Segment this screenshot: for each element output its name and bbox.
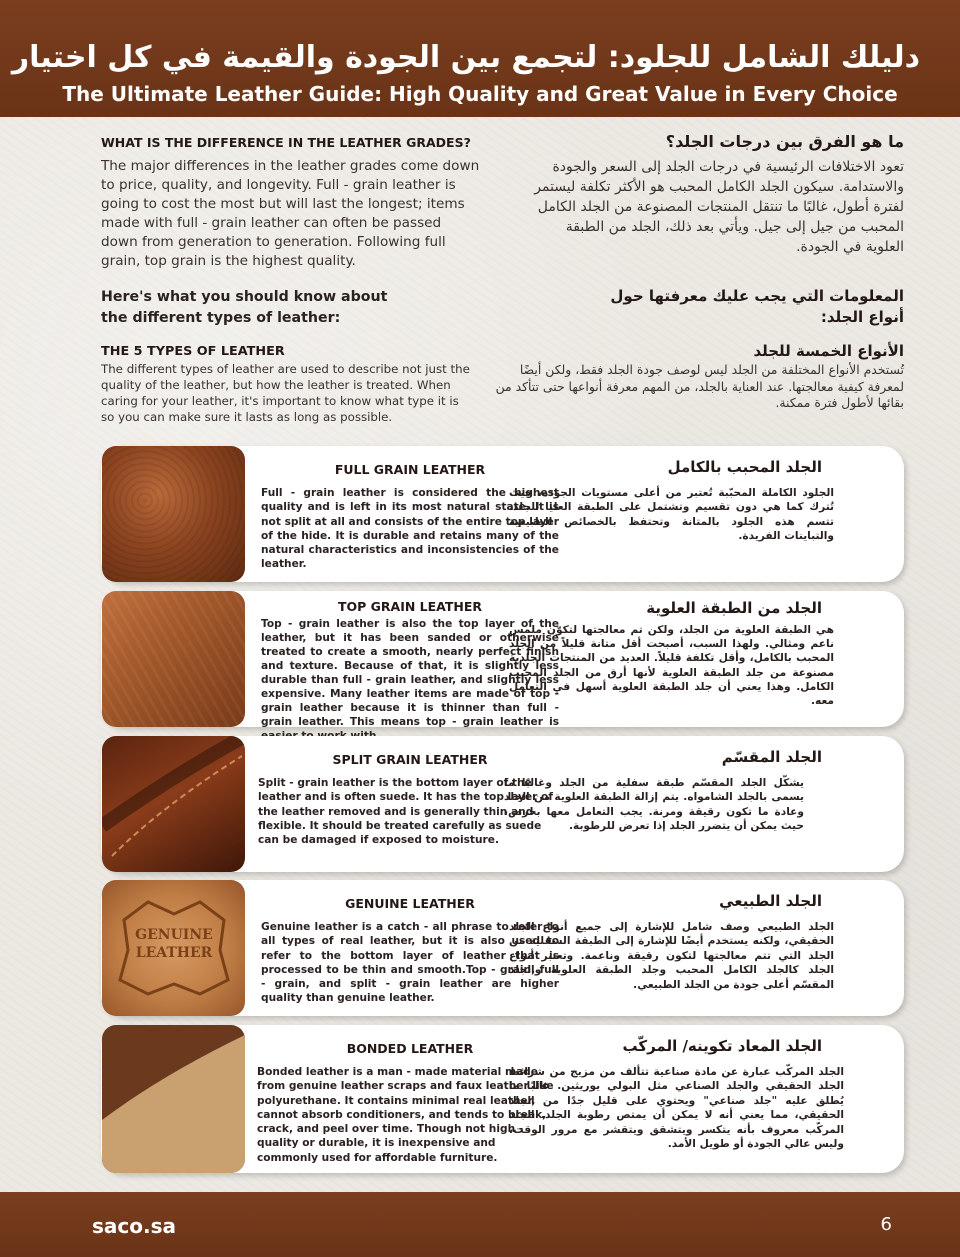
card-body-en: Top - grain leather is also the top layer of the leather, but it has been sanded or otherwise treated to create a smooth, nearly perfect finish and texture. Because of that, it is slightly less durable than full - grain leather, and slightly less expensive. Many leather items are made of top - grain leather because it is thinner than full - grain leather. This means top - grain leather is — [261, 618, 559, 728]
card-body-en: Full - grain leather is considered the highest quality and is left in its most natural state. It is not split at all and consists of the entire top layer of the hide. It is durable and retains many of the natural characteristics and inconsistencies of the leather. — [261, 487, 559, 571]
card-title-en: SPLIT GRAIN LEATHER — [332, 752, 488, 767]
card-title-en: GENUINE LEATHER — [345, 896, 475, 911]
page-footer — [0, 1192, 960, 1257]
types-heading-ar: الأنواع الخمسة للجلد — [753, 342, 904, 360]
card-title-ar: الجلد من الطبقة العلوية — [646, 599, 822, 617]
grades-body-en: The major differences in the leather grades come down to price, quality, and longevity. Full - grain leather is going to cost the most but will last the longest; items made with full - grain leather can often be passed down from generation to generation. Following full grain, top grain is the highest quality. — [101, 158, 480, 269]
types-body-ar: تُستخدم الأنواع المختلفة من الجلد ليس لوصف جودة الجلد فقط، ولكن أيضًا لمعرفة كيفية معالجتها. عند العناية بالجلد، من المهم معرفة أنواعها حتى تتأكد من بقائها لأطول فترة ممكنة. — [495, 362, 904, 410]
card-pointer — [245, 1043, 263, 1065]
card-bonded — [101, 1025, 904, 1173]
types-en — [101, 344, 471, 425]
genuine-leather-image — [102, 880, 245, 1016]
card-pointer — [245, 754, 263, 776]
intro-en — [101, 135, 481, 271]
card-body-ar: الجلد الطبيعي وصف شامل للإشارة إلى جميع أنواع الجلد الحقيقي، ولكنه يستخدم أيضًا للإشارة إلى الطبقة السفلية من الجلد التي تتم معالجتها لتكون رقيقة وناعمة. وتعتبر أنواع الجلد كالجلد الكامل المحبب وجلد الطبقة العلوية والجلد المقسّم أعلى جودة من الجلد الطبيعي. — [509, 921, 834, 991]
full-grain-leather-image — [102, 446, 245, 582]
know-heading-ar: المعلومات التي يجب عليك معرفتها حول أنواع الجلد: — [610, 287, 904, 326]
card-title-en: BONDED LEATHER — [346, 1041, 474, 1056]
footer-site-link[interactable]: saco.sa — [92, 1214, 176, 1238]
card-body-ar: الجلود الكاملة المحبّبة تُعتبر من أعلى مستويات الجودة، حيث تُترك كما هي دون تقسيم وتشتمل على الطبقة العليا للجلد. تتسم هذه الجلود بالمتانة وتحتفظ بالخصائص الطبيعية والتباينات الفريدة. — [509, 487, 834, 543]
card-top-grain — [101, 591, 904, 727]
card-title-en: TOP GRAIN LEATHER — [337, 599, 483, 614]
bonded-leather-image — [102, 1025, 245, 1173]
card-title-ar: الجلد المعاد تكوينه/ المركّب — [622, 1037, 822, 1055]
stamp-text: GENUINE LEATHER — [135, 927, 213, 961]
split-grain-leather-image — [102, 736, 245, 872]
page-header — [0, 0, 960, 117]
header-title-ar: دليلك الشامل للجلود: لتجمع بين الجودة والقيمة في كل اختيار — [11, 40, 920, 75]
grades-body-ar: تعود الاختلافات الرئيسية في درجات الجلد إلى السعر والجودة والاستدامة. سيكون الجلد الكامل المحبب هو الأكثر تكلفة ليستمر لفترة أطول، غالبًا ما تنتقل المنتجات المصنوعة من الجلد الكامل المحبب من جيل إلى جيل. ويأتي بعد ذلك، الجلد من الطبقة العلوية في الجودة. — [534, 159, 904, 255]
card-genuine — [101, 880, 904, 1016]
grades-heading-en: WHAT IS THE DIFFERENCE IN THE LEATHER GRADES? — [101, 135, 471, 150]
card-title-en: FULL GRAIN LEATHER — [334, 462, 486, 477]
types-ar — [494, 342, 904, 412]
stitch-line — [102, 736, 245, 872]
header-title-en: The Ultimate Leather Guide: High Quality and Great Value in Every Choice — [62, 82, 898, 106]
page-number: 6 — [880, 1214, 892, 1235]
card-title-ar: الجلد المقسّم — [721, 748, 822, 766]
card-body-ar: هي الطبقة العلوية من الجلد، ولكن تم معالجتها لتكوّن ملمس ناعم ومثالي. ولهذا السبب، أصبحت أقل متانة قليلاً من الجلد المحبب بالكامل، وأقل تكلفة قليلاً. العديد من المنتجات الجلدية مصنوعة من جلد الطبقة العلوية لأنها أرق من الجلد المحبب الكامل. وهذا يعني أن جلد الطبقة العلوية أسهل في التعامل معه. — [509, 624, 834, 708]
types-body-en: The different types of leather are used to describe not just the quality of the leather, but how the leather is treated. When caring for your leather, it's important to know what type it is so you can make sure it lasts as long as possible. — [101, 362, 470, 424]
card-split-grain — [101, 736, 904, 872]
top-grain-leather-image — [102, 591, 245, 727]
bonded-leather-swatch — [102, 1025, 245, 1173]
card-body-en: Genuine leather is a catch - all phrase to refer to all types of real leather, but it is also used to refer to the bottom layer of leather that is processed to be thin and smooth.Top - grain, full - grain, and split - grain leather are higher quality than genuine leather. — [261, 921, 559, 1005]
card-pointer — [245, 464, 263, 486]
card-body-en: Split - grain leather is the bottom layer of the leather and is often suede. It has the top layer of the leather removed and is generally thin and flexible. It should be treated carefully as suede can be damaged if exposed to moisture. — [258, 777, 553, 847]
card-body-ar: يشكّل الجلد المقسّم طبقة سفلية من الجلد وغالبًا ما يسمى بالجلد الشامواه. يتم إزالة الطبقة العلوية من الجلد وعادة ما تكون رقيقة ومرنة. يجب التعامل معها بحرص، حيث يمكن أن يتضرر الجلد إذا تعرض للرطوبة. — [504, 777, 804, 833]
intro-ar — [524, 132, 904, 257]
card-body-ar: الجلد المركّب عبارة عن مادة صناعية تتألف من مزيج من شرائط الجلد الحقيقي والجلد الصناعي مثل البولي يوريثين. غالبًا ما يُطلق عليه "جلد صناعي" ويحتوي على قليل جدًا من الجلد الحقيقي، مما يعني أنه لا يمكن أن يمتص رطوبة الجلد. الجلد المركّب معروف بأنه يتكسر ويتشقق ويتقشر مع مرور الوقت، وليس عالي الجودة أو طويل الأمد. — [509, 1066, 844, 1151]
types-heading-en: THE 5 TYPES OF LEATHER — [101, 344, 285, 359]
card-pointer — [245, 898, 263, 920]
know-heading-en: Here's what you should know about the different types of leather: — [101, 289, 388, 326]
know-ar — [574, 286, 904, 328]
card-full-grain — [101, 446, 904, 582]
card-body-en: Bonded leather is a man - made material made from genuine leather scraps and faux leather like polyurethane. It contains minimal real leather, cannot absorb conditioners, and tends to break, crack, and peel over time. Though not high - quality or durable, it is inexpensive and commonly used for affordable furniture. — [257, 1066, 554, 1164]
know-en — [101, 287, 401, 329]
card-title-ar: الجلد المحبب بالكامل — [667, 458, 822, 476]
grades-heading-ar: ما هو الفرق بين درجات الجلد؟ — [665, 132, 904, 151]
card-title-ar: الجلد الطبيعي — [719, 892, 822, 910]
